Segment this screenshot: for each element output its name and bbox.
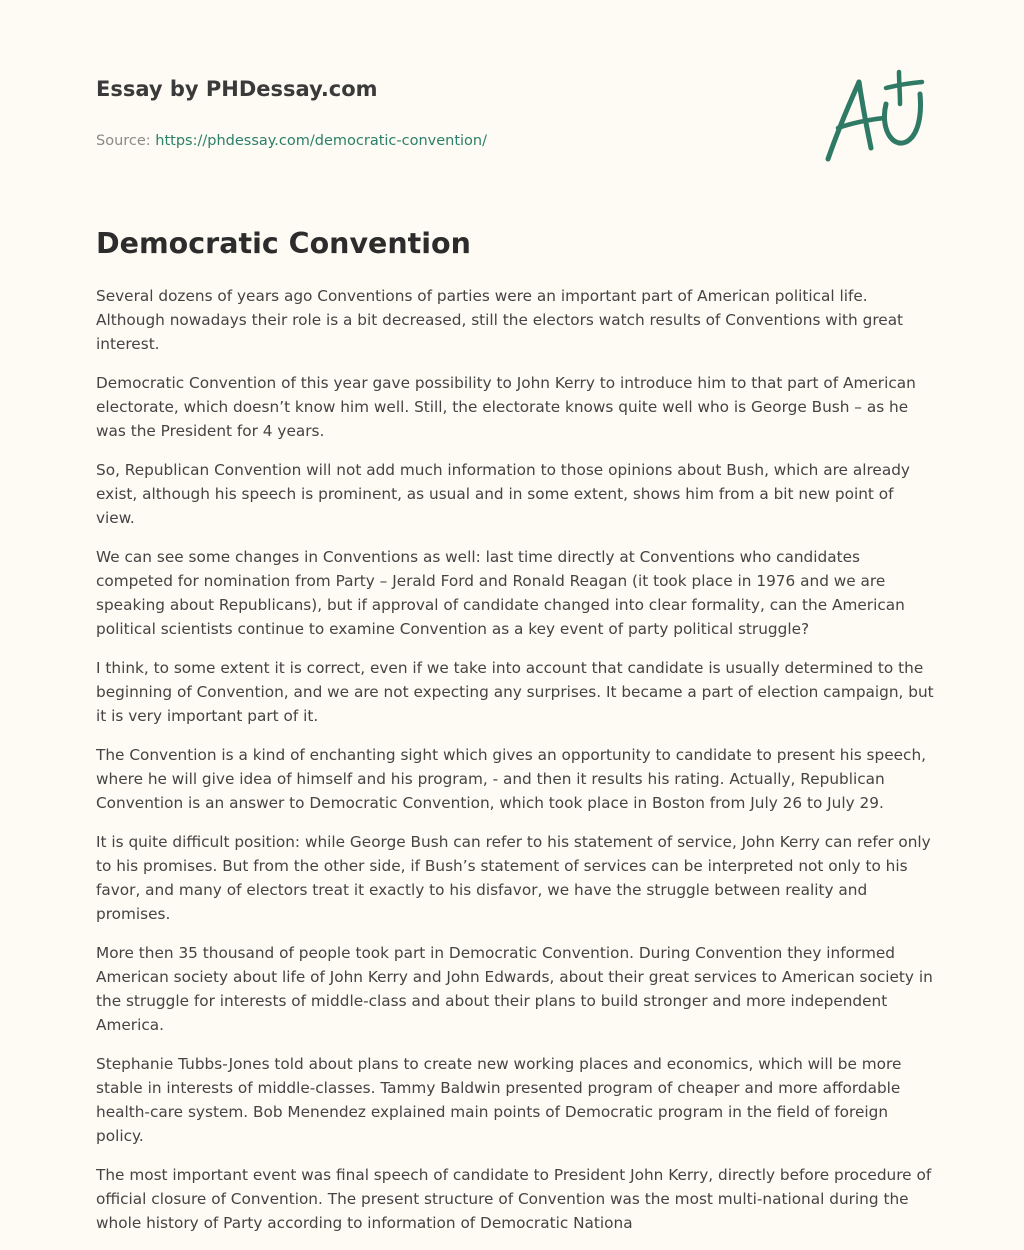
a-plus-grade-icon xyxy=(822,66,932,166)
essay-paragraph: We can see some changes in Conventions as well: last time directly at Conventions who candidates competed for nomination from Party – Jerald Ford and Ronald Reagan (it took place in 1976 and we are speaking about Republicans), but if approval of candidate changed into clear formality, can the American political scientists continue to examine Convention as a key event of party political struggle? xyxy=(96,548,905,638)
essay-paragraph: The most important event was final speech of candidate to President John Kerry, directly before procedure of official closure of Convention. The present structure of Convention was the most multi-national during the whole history of Party according to information of Democratic Nationa xyxy=(96,1166,932,1232)
essay-paragraph: More then 35 thousand of people took part in Democratic Convention. During Convention they informed American society about life of John Kerry and John Edwards, about their great services to American society in the struggle for interests of middle-class and about their plans to build stronger and more independent America. xyxy=(96,944,933,1034)
essay-paragraph: It is quite difficult position: while George Bush can refer to his statement of service, John Kerry can refer only to his promises. But from the other side, if Bush’s statement of services can be interpreted not only to his favor, and many of electors treat it exactly to his disfavor, we have the struggle between reality and promises. xyxy=(96,833,931,923)
essay-paragraph: The Convention is a kind of enchanting sight which gives an opportunity to candidate to present his speech, where he will give idea of himself and his program, - and then it results his rating. Actually, Republican Convention is an answer to Democratic Convention, which took place in Boston from July 26 to July 29. xyxy=(96,746,927,812)
source-link[interactable]: https://phdessay.com/democratic-convention/ xyxy=(155,133,488,149)
essay-paragraph: Several dozens of years ago Conventions of parties were an important part of American political life. Although nowadays their role is a bit decreased, still the electors watch results of Conventions with great interest. xyxy=(96,287,904,353)
page-header xyxy=(96,74,796,151)
essay-paragraph: Stephanie Tubbs-Jones told about plans to create new working places and economics, which will be more stable in interests of middle-classes. Tammy Baldwin presented program of cheaper and more affordable health-care system. Bob Menendez explained main points of Democratic program in the field of foreign policy. xyxy=(96,1055,902,1145)
essay-paragraph: So, Republican Convention will not add much information to those opinions about Bush, which are already exist, although his speech is prominent, as usual and in some extent, shows him from a bit new point of view. xyxy=(96,461,910,527)
source-label: Source: xyxy=(96,133,156,149)
source-line xyxy=(96,131,796,151)
essay-title: Democratic Convention xyxy=(96,227,471,260)
essay-paragraph: Democratic Convention of this year gave possibility to John Kerry to introduce him to that part of American electorate, which doesn’t know him well. Still, the electorate knows quite well who is George Bush – as he was the President for 4 years. xyxy=(96,374,916,440)
site-title: Essay by PHDessay.com xyxy=(96,77,378,101)
essay-body xyxy=(96,284,936,1250)
essay-paragraph: I think, to some extent it is correct, even if we take into account that candidate is usually determined to the beginning of Convention, and we are not expecting any surprises. It became a part of election campaign, but it is very important part of it. xyxy=(96,659,934,725)
